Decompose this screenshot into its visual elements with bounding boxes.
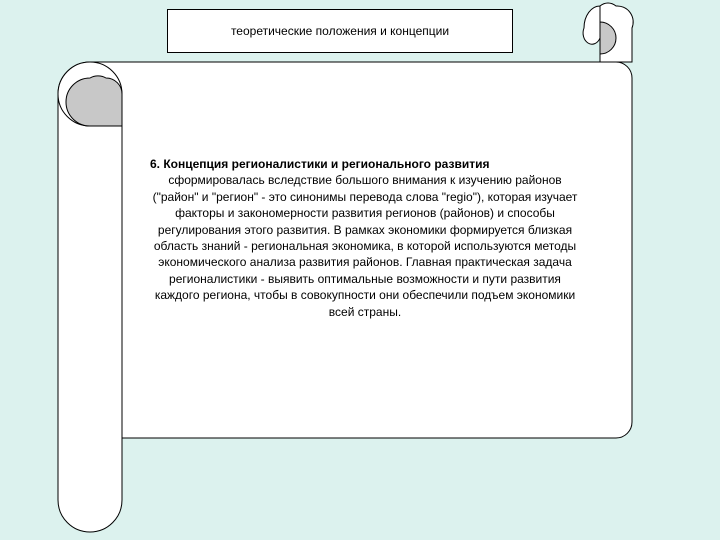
concept-heading: 6. Концепция регионалистики и регионального развития	[150, 157, 490, 171]
slide-title: теоретические положения и концепции	[230, 24, 450, 38]
scroll-text	[150, 156, 580, 320]
scroll-top-curl	[583, 6, 600, 44]
title-box	[167, 9, 513, 53]
concept-body: сформировалась вследствие большого внимания к изучению районов ("район" и "регион" - это синонимы перевода слова "regio"), которая изучает факторы и закономерности развития регионов (районов) и способы регулирования этого развития. В рамках экономики формируется близкая область знаний - региональная экономика, в которой используются методы экономического анализа развития районов. Главная практическая задача регионалистики - выявить оптимальные возможности и пути развития каждого региона, чтобы в совокупности они обеспечили подъем экономики всей страны.	[152, 173, 578, 319]
scroll-left-curl-shadow	[66, 76, 122, 126]
